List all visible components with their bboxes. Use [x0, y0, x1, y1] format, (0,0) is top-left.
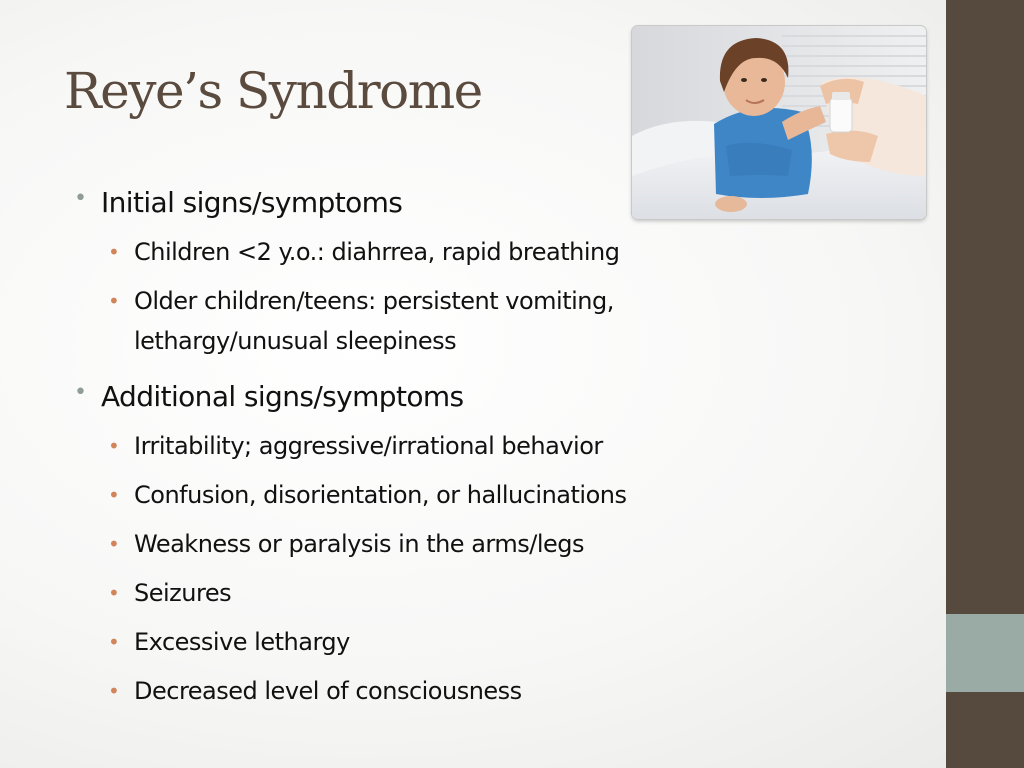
sidebar-accent-block	[946, 614, 1024, 692]
bullet-level2	[108, 579, 232, 613]
bullet-heading: Initial signs/symptoms	[101, 186, 403, 219]
bullet-marker: •	[108, 483, 120, 507]
bullet-marker: •	[108, 289, 120, 313]
bullet-text: Older children/teens: persistent vomiting,	[134, 287, 614, 315]
bullet-level2	[108, 481, 627, 515]
bullet-text: Irritability; aggressive/irrational behavior	[134, 432, 603, 460]
bullet-level1	[74, 380, 464, 413]
bullet-level2	[108, 238, 620, 272]
bullet-marker: •	[108, 630, 120, 654]
bullet-level2	[108, 287, 614, 361]
bullet-text: Weakness or paralysis in the arms/legs	[134, 530, 584, 558]
slide-title: Reye’s Syndrome	[64, 62, 482, 120]
bullet-text: Seizures	[134, 579, 232, 607]
bullet-level2	[108, 530, 584, 564]
bullet-marker: •	[108, 240, 120, 264]
bullet-marker: •	[108, 581, 120, 605]
bullet-heading: Additional signs/symptoms	[101, 380, 464, 413]
bullet-level1	[74, 186, 403, 219]
bullet-text: Excessive lethargy	[134, 628, 350, 656]
bullet-text: Confusion, disorientation, or hallucinations	[134, 481, 627, 509]
bullet-text: Children <2 y.o.: diahrrea, rapid breathing	[134, 238, 620, 266]
bullet-level2	[108, 628, 350, 662]
bullet-level2	[108, 677, 522, 711]
bullet-marker: •	[108, 679, 120, 703]
bullet-marker: •	[108, 434, 120, 458]
bullet-marker: •	[74, 186, 87, 211]
bullet-text: lethargy/unusual sleepiness	[134, 327, 457, 355]
bullet-level2	[108, 432, 603, 466]
child-medicine-photo	[632, 26, 926, 219]
bullet-marker: •	[74, 380, 87, 405]
bullet-text: Decreased level of consciousness	[134, 677, 522, 705]
bullet-marker: •	[108, 532, 120, 556]
